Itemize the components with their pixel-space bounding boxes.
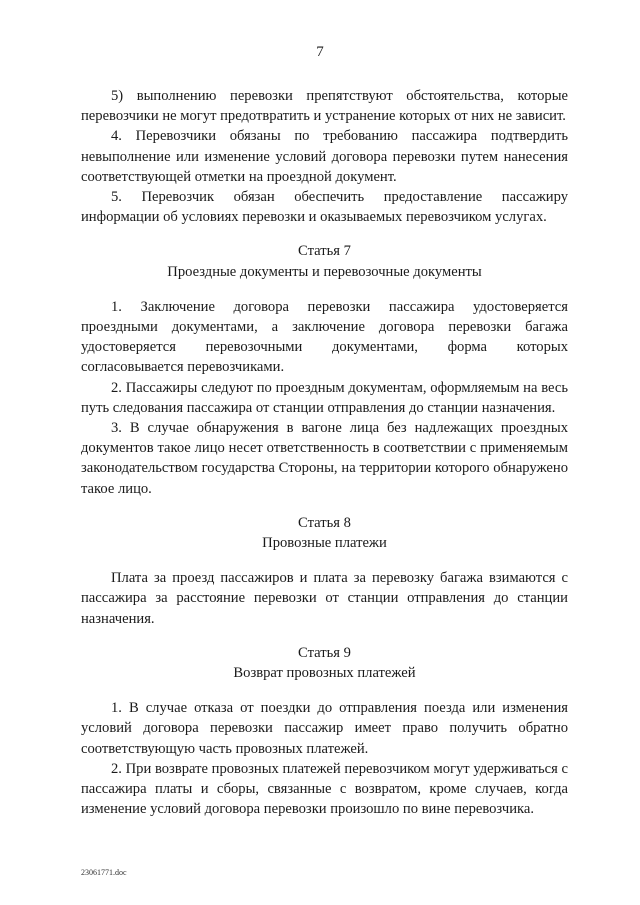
paragraph: 1. В случае отказа от поездки до отправления поезда или изменения условий договора перевозки пассажир имеет право получить обратно соответствующую часть провозных платежей. [81,700,568,757]
paragraph: 5) выполнению перевозки препятствуют обстоятельства, которые перевозчики не могут предотвратить и устранение которых от них не зависит. [81,88,568,125]
article-7-number: Статья 7 [298,243,351,260]
page-number: 7 [316,44,324,60]
article-7-title: Проездные документы и перевозочные документы [167,263,482,280]
paragraph: 4. Перевозчики обязаны по требованию пассажира подтвердить невыполнение или изменение условий договора перевозки путем нанесения соответствующей отметки на проездной документ. [81,128,568,185]
paragraph: 2. Пассажиры следуют по проездным документам, оформляемым на весь путь следования пассажира от станции отправления до станции назначения. [81,379,568,416]
article-9-number: Статья 9 [298,644,351,661]
article-8-title: Провозные платежи [262,535,387,552]
article-9-title: Возврат провозных платежей [233,665,416,682]
paragraph: 3. В случае обнаружения в вагоне лица без надлежащих проездных документов такое лицо несет ответственность в соответствии с применяемым законодательством государства Стороны, на территории которого обнаружено такое лицо. [81,420,568,497]
paragraph: Плата за проезд пассажиров и плата за перевозку багажа взимаются с пассажира за расстояние перевозки от станции отправления до станции назначения. [81,570,568,627]
paragraph: 5. Перевозчик обязан обеспечить предоставление пассажиру информации об условиях перевозки и оказываемых перевозчиком услугах. [81,189,568,226]
document-body [81,86,568,820]
paragraph: 2. При возврате провозных платежей перевозчиком могут удерживаться с пассажира платы и сборы, связанные с возвратом, кроме случаев, когда изменение условий договора перевозки произошло по вине перевозчика. [81,760,568,818]
paragraph: 1. Заключение договора перевозки пассажира удостоверяется проездными документами, а заключение договора перевозки багажа удостоверяется перевозочными документами, форма которых согласовывается перевозчиками. [81,298,568,376]
footer-filename: 23061771.doc [81,868,127,877]
article-8-number: Статья 8 [298,514,351,531]
